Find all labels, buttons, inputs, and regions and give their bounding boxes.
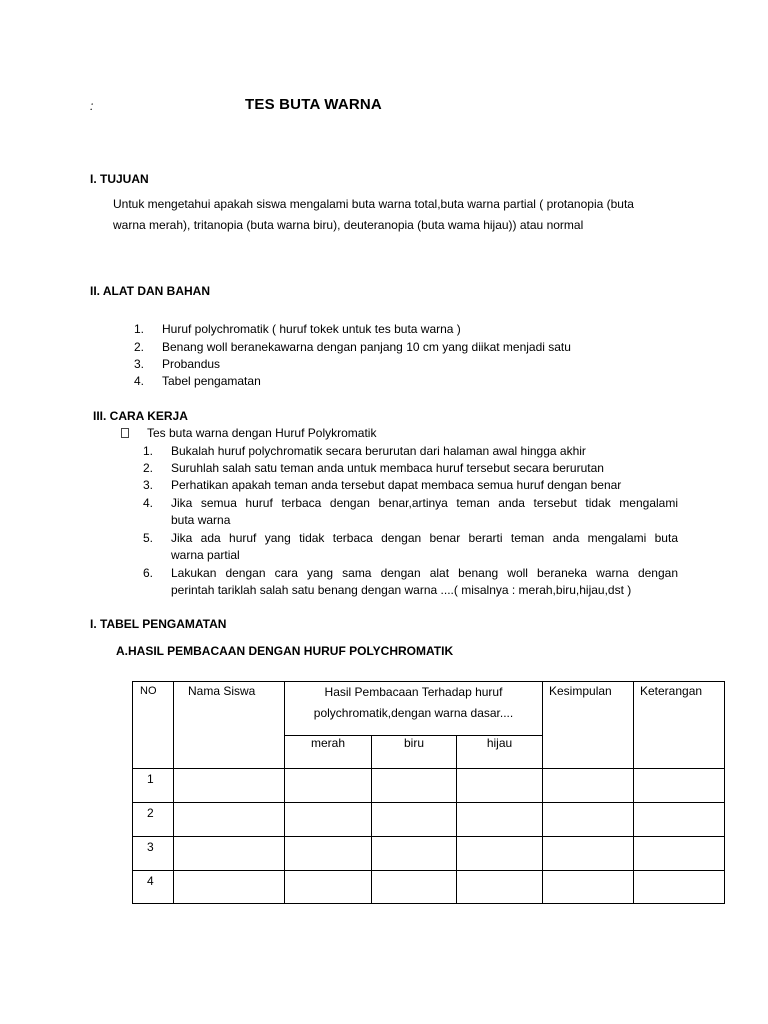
tujuan-line-1: Untuk mengetahui apakah siswa mengalami buta warna total,buta warna partial ( protanopia (buta bbox=[113, 197, 634, 211]
header-colon: : bbox=[90, 99, 94, 113]
cell bbox=[457, 871, 543, 904]
list-text: Benang woll beranekawarna dengan panjang 10 cm yang diikat menjadi satu bbox=[162, 340, 571, 354]
section-alat-heading: II. ALAT DAN BAHAN bbox=[90, 284, 210, 298]
cell bbox=[543, 803, 634, 837]
row-number: 1 bbox=[133, 769, 174, 803]
cell bbox=[285, 803, 372, 837]
subheader-merah: merah bbox=[285, 736, 372, 769]
list-number: 2. bbox=[143, 461, 154, 475]
cell bbox=[372, 871, 457, 904]
table-subheading: A.HASIL PEMBACAAN DENGAN HURUF POLYCHROMATIK bbox=[116, 644, 454, 658]
list-text-continued: buta warna bbox=[171, 513, 231, 527]
list-text: Jika semua huruf terbaca dengan benar,artinya teman anda tersebut tidak mengalami bbox=[171, 496, 678, 510]
table-row bbox=[133, 871, 725, 904]
cell bbox=[457, 837, 543, 871]
cell bbox=[285, 769, 372, 803]
section-tujuan-heading: I. TUJUAN bbox=[90, 172, 149, 186]
subheader-hijau: hijau bbox=[457, 736, 543, 769]
list-text: Tabel pengamatan bbox=[162, 374, 261, 388]
section-tabel-heading: I. TABEL PENGAMATAN bbox=[90, 617, 227, 631]
cell bbox=[372, 769, 457, 803]
cell bbox=[634, 803, 725, 837]
cell bbox=[174, 837, 285, 871]
row-number: 2 bbox=[133, 803, 174, 837]
list-text: Suruhlah salah satu teman anda untuk membaca huruf tersebut secara berurutan bbox=[171, 461, 604, 475]
list-number: 4. bbox=[134, 374, 145, 388]
table-row bbox=[133, 803, 725, 837]
list-number: 1. bbox=[143, 444, 154, 458]
list-number: 4. bbox=[143, 496, 154, 510]
header-hasil-pembacaan bbox=[285, 682, 543, 736]
header-keterangan: Keterangan bbox=[634, 682, 725, 769]
observation-table bbox=[132, 681, 725, 904]
cell bbox=[285, 871, 372, 904]
cell bbox=[634, 871, 725, 904]
bullet-icon bbox=[121, 428, 129, 438]
row-number: 4 bbox=[133, 871, 174, 904]
list-number: 6. bbox=[143, 566, 154, 580]
header-hasil-line-2: polychromatik,dengan warna dasar.... bbox=[313, 706, 514, 720]
subheader-biru: biru bbox=[372, 736, 457, 769]
cell bbox=[174, 871, 285, 904]
list-number: 3. bbox=[134, 357, 145, 371]
cell bbox=[543, 769, 634, 803]
cara-kerja-bullet-text: Tes buta warna dengan Huruf Polykromatik bbox=[147, 426, 377, 440]
cell bbox=[372, 803, 457, 837]
list-text-continued: warna partial bbox=[171, 548, 240, 562]
table-row bbox=[133, 837, 725, 871]
cell bbox=[634, 769, 725, 803]
section-cara-kerja-heading: III. CARA KERJA bbox=[93, 409, 188, 423]
list-text: Huruf polychromatik ( huruf tokek untuk tes buta warna ) bbox=[162, 322, 461, 336]
cell bbox=[285, 837, 372, 871]
list-text: Jika ada huruf yang tidak terbaca dengan benar berarti teman anda mengalami buta bbox=[171, 531, 678, 545]
cell bbox=[174, 803, 285, 837]
list-text: Bukalah huruf polychromatik secara berurutan dari halaman awal hingga akhir bbox=[171, 444, 586, 458]
table-row bbox=[133, 769, 725, 803]
row-number: 3 bbox=[133, 837, 174, 871]
page-title: TES BUTA WARNA bbox=[245, 96, 382, 113]
cell bbox=[543, 871, 634, 904]
cell bbox=[372, 837, 457, 871]
list-number: 5. bbox=[143, 531, 154, 545]
cell bbox=[174, 769, 285, 803]
header-kesimpulan: Kesimpulan bbox=[543, 682, 634, 769]
cell bbox=[457, 769, 543, 803]
list-number: 1. bbox=[134, 322, 145, 336]
list-text: Probandus bbox=[162, 357, 221, 371]
cell bbox=[634, 837, 725, 871]
cell bbox=[457, 803, 543, 837]
cell bbox=[543, 837, 634, 871]
tujuan-line-2: warna merah), tritanopia (buta warna biru), deuteranopia (buta wama hijau)) atau normal bbox=[113, 218, 584, 232]
list-text: Perhatikan apakah teman anda tersebut dapat membaca semua huruf dengan benar bbox=[171, 478, 622, 492]
header-nama-siswa: Nama Siswa bbox=[174, 682, 285, 769]
header-hasil-line-1: Hasil Pembacaan Terhadap huruf bbox=[324, 685, 503, 699]
list-number: 3. bbox=[143, 478, 154, 492]
list-text-continued: perintah tariklah salah satu benang dengan warna ....( misalnya : merah,biru,hijau,dst ) bbox=[171, 583, 632, 597]
list-text: Lakukan dengan cara yang sama dengan alat benang woll beraneka warna dengan bbox=[171, 566, 678, 580]
header-no: NO bbox=[133, 682, 174, 769]
list-number: 2. bbox=[134, 340, 145, 354]
